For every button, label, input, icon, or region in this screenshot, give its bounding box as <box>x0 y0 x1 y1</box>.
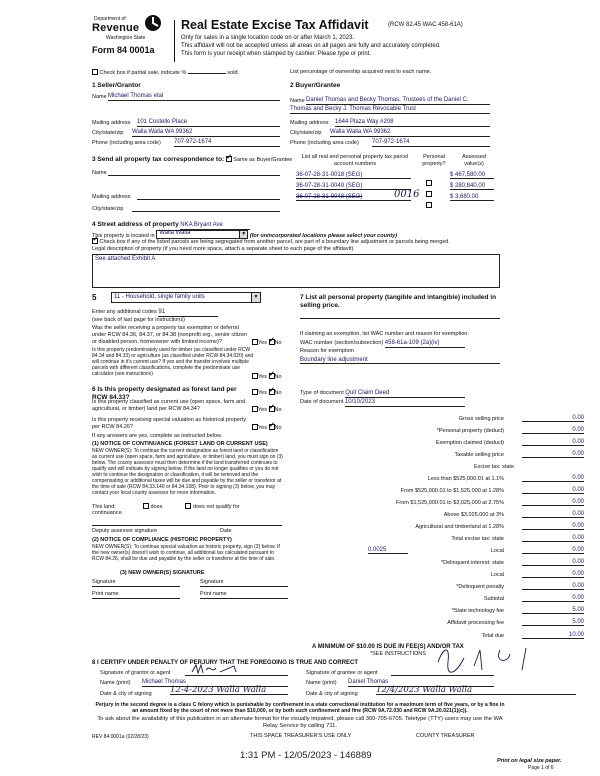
owner-print-line-1[interactable] <box>92 598 180 599</box>
assessed-value-1[interactable]: $ 467,580.00 <box>450 172 494 179</box>
tax-label: *State technology fee <box>451 608 504 614</box>
exempt-yes-checkbox[interactable] <box>252 339 258 345</box>
tax-value[interactable]: 5.00 <box>522 607 584 614</box>
tax-value[interactable]: 0.00 <box>522 559 584 566</box>
tax-value[interactable]: 0.00 <box>522 499 584 506</box>
notice2-body: NEW OWNER(S): To continue special valuation as historic property, sign (3) below. If the new owner(s) doesn't wish to continue, all additional tax calculated pursuant to RCW 84.26, shall be due and payable by the seller or transferor at the time of sale. <box>92 544 280 562</box>
chevron-down-icon[interactable]: ▼ <box>239 231 247 238</box>
current-use-no-checkbox[interactable] <box>269 406 275 412</box>
buyer-mail-field[interactable]: 1644 Plaza Way #208 <box>335 119 490 127</box>
seller-city-label: City/state/zip <box>92 130 124 136</box>
grantor-date-field[interactable]: 12-4-2023 Walla Walla <box>170 687 288 695</box>
tax-value[interactable]: 0.00 <box>522 511 584 518</box>
treasurer-use-label: THIS SPACE TREASURER'S USE ONLY <box>250 733 352 739</box>
tax-label: From $525,000.01 to $1,525,000 at 1.28% <box>400 488 504 494</box>
does-label: does <box>150 504 163 510</box>
dept-line1: Department of <box>94 16 126 22</box>
grantor-signature-icon <box>190 662 250 676</box>
grantor-date-label: Date & city of signing <box>100 691 152 697</box>
street-field[interactable]: NKA Bryant Ave <box>180 222 250 230</box>
seller-name-row <box>92 94 282 101</box>
tax-label: Excise tax: state <box>473 464 514 470</box>
seller-name-label: Name <box>92 94 107 100</box>
doc-date-field[interactable]: 10/10/2023 <box>345 399 465 407</box>
exempt-no-checkbox[interactable] <box>269 339 275 345</box>
personal-property-label <box>300 294 500 310</box>
tax-row <box>300 452 584 462</box>
county-select-value: Walla Walla <box>159 230 191 236</box>
forest-question-text: 6 Is this property designated as forest land per RCW 84.33? <box>92 386 237 401</box>
form-cite: (RCW 82.45 WAC 458-61A) <box>388 22 463 28</box>
timber-yes-checkbox[interactable] <box>252 373 258 379</box>
street-label: 4 Street address of property <box>92 221 179 228</box>
dept-line2: Revenue <box>92 22 140 34</box>
certify-statement: 8 I CERTIFY UNDER PENALTY OF PERJURY THAT THE FOREGOING IS TRUE AND CORRECT <box>92 660 359 666</box>
buyer-mail-label: Mailing address <box>290 120 329 126</box>
corr-name-label: Name <box>92 170 107 176</box>
tax-label: Gross selling price <box>458 416 504 422</box>
notice1-body: NEW OWNER(S): To continue the current designation as forest land or classification as current use (open space, farm and agriculture, or timber) land, you must sign on (3) below. The county assessor must then determine if the land transferred continues to qualify and will indicate by signing below. If the land no longer qualifies or you do not wish to continue the designation or classification, it will be removed and the compensating or additional taxes will be due and payable by the seller or transferor at the time of sale (RCW 84.33.140 or 84.34.108). Prior to signing (3) below, you may contact your local county assessor for more information. <box>92 448 283 496</box>
legal-description-field[interactable] <box>92 254 500 288</box>
form-number: Form 84 0001a <box>92 45 155 55</box>
current-use-no-label: No <box>274 407 282 413</box>
dept-logo <box>92 14 172 62</box>
assessed-value-3[interactable]: $ 3,680.00 <box>450 194 494 201</box>
grantor-name-label: Name (print) <box>100 680 131 686</box>
tax-label: Less than $525,000.01 at 1.1% <box>427 476 504 482</box>
same-as-buyer-checkbox[interactable] <box>226 156 232 162</box>
timber-yes-label: Yes <box>258 374 267 380</box>
buyer-phone-field[interactable]: 707-972-1674 <box>372 139 490 147</box>
seller-mail-label: Mailing address <box>92 120 131 126</box>
historic-question: Is this property receiving special valuation as historical property per RCW 84.26? <box>92 417 247 430</box>
timber-no-label: No <box>274 374 282 380</box>
partial-sale-label: Check box if partial sale, indicate % <box>99 70 187 76</box>
current-use-yesno <box>252 406 282 414</box>
tax-label: Affidavit processing fee <box>447 620 504 626</box>
corr-city-field[interactable] <box>132 211 280 212</box>
seller-name-field[interactable]: Michael Thomas etal <box>108 93 280 101</box>
partial-sold-label: sold. <box>227 70 240 76</box>
parcel-number-2[interactable]: 36-07-28-31-0049 (SEG) <box>296 183 411 190</box>
alt-format-notice: To ask about the availability of this publication in an alternate format for the visually impaired, please call 360-705-6705. Teletype (TTY) users may use the WA Relay Service by calling 711. <box>97 716 503 729</box>
does-not-checkbox[interactable] <box>185 503 191 509</box>
continuance-label: continuance. <box>92 510 124 516</box>
tax-label: Total excise tax: state <box>451 536 504 542</box>
current-use-yes-checkbox[interactable] <box>252 406 258 412</box>
assessed-col-header: Assessed value(s) <box>462 154 486 167</box>
personal-col-header: Personal property? <box>422 154 446 167</box>
tax-row <box>300 476 584 486</box>
tax-row <box>300 572 584 582</box>
tax-row <box>300 464 584 474</box>
tax-label: *Personal property (deduct) <box>436 428 504 434</box>
owner-print-line-2[interactable] <box>200 598 288 599</box>
section3-heading: 3 Send all property tax correspondence to: <box>92 156 225 163</box>
tax-value[interactable]: 0.00 <box>522 451 584 458</box>
tax-value[interactable]: 10.00 <box>522 632 584 639</box>
forest-yes-label: Yes <box>258 390 267 396</box>
parcel-row-3 <box>296 189 496 212</box>
tax-label: Subtotal <box>483 596 504 602</box>
dept-line3: Washington State <box>106 35 146 41</box>
owner-signature-line-2[interactable] <box>200 586 288 587</box>
notice2-title: (2) NOTICE OF COMPLIANCE (HISTORIC PROPERTY) <box>92 537 232 543</box>
tax-value[interactable]: 0.00 <box>522 475 584 482</box>
owner-print-label-2: Print name <box>200 591 227 597</box>
tax-value[interactable]: 5.00 <box>522 619 584 626</box>
segregate-label: Check box if any of the listed parcels are being segregated from another parcel, are part of a boundary line adjustment or parcels being merged. <box>99 239 450 245</box>
located-label: This property is located in <box>92 233 155 239</box>
tax-label: Exemption claimed (deduct) <box>435 440 504 446</box>
buyer-city-label: City/state/zip <box>290 130 322 136</box>
grantee-name-label: Name (print) <box>306 680 337 686</box>
reason-label: Reason for exemption <box>300 348 354 354</box>
tax-row <box>300 536 584 546</box>
seller-city-field[interactable]: Walla Walla WA 99362 <box>132 129 280 137</box>
tax-row <box>300 512 584 522</box>
revision-label: REV 84 0001a (02/28/23) <box>92 734 149 740</box>
additional-codes-label: Enter any additional codes <box>92 309 157 315</box>
tax-value[interactable]: 0.00 <box>522 583 584 590</box>
buyer-name-field-1[interactable]: Daniel Thomas and Becky Thomas, Trustees of the Daniel C. <box>306 97 490 105</box>
reason-field[interactable]: Boundary line adjustment <box>300 357 500 364</box>
recording-stamp: 1:31 PM - 12/05/2023 - 146889 <box>240 750 372 761</box>
does-checkbox[interactable] <box>143 503 149 509</box>
corr-name-field[interactable] <box>108 175 280 176</box>
additional-codes-field[interactable]: 91 <box>158 309 218 317</box>
timber-question: Is this property predominately used for timber (as classified under RCW 84.34 and 84.33) or agriculture (as classified under RCW 84.34.020) and will continue in it's current use? If yes and the transfer involves multiple parcels with different classifications, complete the predominate use calculator (see instructions) <box>92 347 254 377</box>
tax-row <box>300 584 584 594</box>
see-instructions-note: *SEE INSTRUCTIONS <box>370 651 426 657</box>
use-code-select[interactable] <box>111 292 261 303</box>
current-use-yes-label: Yes <box>258 407 267 413</box>
tax-value[interactable]: 0.00 <box>522 535 584 542</box>
tax-label: Above $3,025,000 at 3% <box>443 512 504 518</box>
personal-checkbox-3[interactable] <box>426 202 432 208</box>
seller-heading: 1 Seller/Grantor <box>92 82 141 89</box>
legal-label: Legal description of property (if you need more space, attach a separate sheet to each page of the affidavit). <box>92 246 355 252</box>
tax-label: *Delinquent penalty <box>456 584 504 590</box>
tax-row <box>300 620 584 630</box>
seller-phone-field[interactable]: 707-972-1674 <box>174 139 280 147</box>
legal-description-value: See attached Exhibit A <box>95 256 156 262</box>
wac-label: WAC number (section/subsection) <box>300 340 384 346</box>
historic-no-checkbox[interactable] <box>269 424 275 430</box>
legal-paper-note: Print on legal size paper. <box>497 758 562 764</box>
minimum-due-note: A MINIMUM OF $10.00 IS DUE IN FEE(S) AND/OR TAX <box>312 644 464 650</box>
historic-yesno <box>252 424 282 432</box>
tax-label: Agricultural and timberland at 1.28% <box>415 524 504 530</box>
tax-value[interactable]: 0.00 <box>522 439 584 446</box>
deputy-label: Deputy assessor signature <box>92 528 158 534</box>
tax-label: Taxable selling price <box>454 452 504 458</box>
handwritten-correction: 0016 <box>394 189 420 200</box>
buyer-name-label: Name <box>290 98 305 104</box>
grantee-sig-label: Signature of grantee or agent <box>306 670 378 676</box>
subtitle-2: This affidavit will not be accepted unless all areas on all pages are fully and accurately completed. <box>181 43 441 49</box>
partial-sale-row <box>92 69 239 77</box>
chevron-down-icon[interactable]: ▼ <box>251 293 260 302</box>
county-treasurer-label: COUNTY TREASURER <box>416 733 475 739</box>
assessed-value-2[interactable]: $ 280,840.00 <box>450 183 494 190</box>
tax-value[interactable]: 0.00 <box>522 571 584 578</box>
use-code-value: 11 - Household, single family units <box>114 294 205 300</box>
tax-label: Local <box>490 548 504 554</box>
tax-row <box>300 500 584 510</box>
buyer-name-field-2[interactable]: Thomas and Becky J. Thomas Revocable Trust <box>290 106 490 114</box>
tax-value[interactable]: 0.00 <box>522 547 584 554</box>
page-number: Page 1 of 6 <box>528 765 554 771</box>
buyer-phone-label: Phone (including area code) <box>290 140 359 146</box>
owner-signature-line-1[interactable] <box>92 586 180 587</box>
exempt-question: Was the seller receiving a property tax exemption or deferral under RCW 84.36, 84.37, or 84.38 (nonprofit org., senior citizen or disabled person, homeowner with limited income)? <box>92 325 248 345</box>
see-back-note: (see back of last page for instructions) <box>92 317 185 323</box>
tax-row <box>300 548 584 558</box>
doc-type-label: Type of document <box>300 390 344 396</box>
this-land-label: This land: <box>92 504 116 510</box>
local-rate-field[interactable]: 0.0025 <box>368 547 408 554</box>
segregate-checkbox[interactable] <box>92 238 98 244</box>
doc-type-field[interactable]: Quit Claim Deed <box>345 390 465 398</box>
tax-row <box>300 416 584 426</box>
forest-no-checkbox[interactable] <box>269 389 275 395</box>
historic-yes-label: Yes <box>258 425 267 431</box>
subtitle-1: Only for sales in a single location code on or after March 1, 2023. <box>181 35 355 41</box>
tax-row <box>300 560 584 570</box>
personal-property-text: 7 List all personal property (tangible and intangible) included in selling price. <box>300 294 497 309</box>
historic-no-label: No <box>274 425 282 431</box>
parcels-col-header: List all real and personal property tax parcel account numbers <box>301 154 409 167</box>
grantee-date-field[interactable]: 12/4/2023 Walla Walla <box>376 687 576 695</box>
section3-row <box>92 156 292 164</box>
tax-label: From $1,525,000.01 to $3,025,000 at 2.75% <box>396 500 504 506</box>
exempt-yes-label: Yes <box>258 340 267 346</box>
historic-yes-checkbox[interactable] <box>252 424 258 430</box>
new-owner-sig-title: (3) NEW OWNER(S) SIGNATURE <box>120 570 205 576</box>
forest-yesno <box>252 389 282 397</box>
current-use-question: Is this property classified as current use (open space, farm and agricultural, or timber) land per RCW 84.34? <box>92 399 246 412</box>
forest-yes-checkbox[interactable] <box>252 389 258 395</box>
grantee-name-field[interactable]: Daniel Thomas <box>348 679 494 687</box>
tax-row <box>300 488 584 498</box>
partial-pct-field[interactable] <box>188 73 226 74</box>
list-pct-note: List percentage of ownership acquired next to each name. <box>290 69 432 75</box>
tax-label: *Delinquent interest: state <box>441 560 504 566</box>
same-as-buyer-label: Same as Buyer/Grantee <box>233 157 293 163</box>
owner-sig-label-1: Signature <box>92 579 116 585</box>
perjury-notice: Perjury in the second degree is a class C felony which is punishable by confinement in a state correctional institution for a maximum term of five years, or by a fine in an amount fixed by the court of not more than $10,000, or by both such confinement and fine (RCW 9A.72.030 and RCW 9A.20.021(1)(c)). <box>95 702 505 714</box>
corr-mail-label: Mailing address <box>92 194 131 200</box>
tax-value[interactable]: 0.00 <box>522 487 584 494</box>
buyer-city-field[interactable]: Walla Walla WA 99362 <box>330 129 490 137</box>
exempt-no-label: No <box>274 340 282 346</box>
grantor-name-field[interactable]: Michael Thomas <box>142 679 288 687</box>
corr-city-label: City/state/zip <box>92 206 124 212</box>
located-note: (for unincorporated locations please select your county) <box>249 233 398 239</box>
forest-no-label: No <box>274 390 282 396</box>
notice1-title: (1) NOTICE OF CONTINUANCE (FOREST LAND OR CURRENT USE) <box>92 441 268 447</box>
timber-yesno <box>252 373 282 381</box>
section5-num: 5 <box>92 293 97 302</box>
owner-sig-label-2: Signature <box>200 579 224 585</box>
exempt-yesno <box>252 339 282 347</box>
seller-mail-field[interactable]: 101 Costello Place <box>137 119 280 127</box>
owner-print-label-1: Print name <box>92 591 119 597</box>
tax-value[interactable]: 0.00 <box>522 427 584 434</box>
personal-property-field[interactable] <box>300 318 500 319</box>
tax-row <box>300 440 584 450</box>
revenue-logo-icon <box>144 14 162 32</box>
tax-row <box>300 608 584 618</box>
deputy-signature-line[interactable] <box>92 525 282 526</box>
tax-value[interactable]: 0.00 <box>522 595 584 602</box>
tax-label: Local <box>490 572 504 578</box>
header-divider <box>174 20 175 62</box>
does-not-label: does not qualify for <box>192 504 240 510</box>
seller-phone-label: Phone (including area code) <box>92 140 161 146</box>
exempt-instr: If claiming an exemption, list WAC number and reason for exemption. <box>300 331 469 337</box>
buyer-heading: 2 Buyer/Grantee <box>290 82 341 89</box>
parcel-number-3[interactable]: 36-07-28-31-0048 (SEG) <box>296 194 411 201</box>
grantee-signature-line[interactable] <box>391 675 494 676</box>
tax-label: Total due <box>481 633 504 639</box>
timber-no-checkbox[interactable] <box>269 373 275 379</box>
tax-row <box>300 524 584 534</box>
wac-field[interactable]: 458-61a-109 (2a)(iv) <box>385 340 465 348</box>
subtitle-3: This form is your receipt when stamped by cashier. Please type or print. <box>181 51 372 57</box>
segregate-row <box>92 238 502 246</box>
grantee-date-label: Date & city of signing <box>306 691 358 697</box>
tax-value[interactable]: 0.00 <box>522 415 584 422</box>
tax-row <box>300 596 584 606</box>
grantor-sig-label: Signature of grantor or agent <box>100 670 171 676</box>
parcel-number-1[interactable]: 36-07-28-31-0018 (SEG) <box>296 172 411 179</box>
form-title: Real Estate Excise Tax Affidavit <box>181 18 369 32</box>
tax-row <box>300 428 584 438</box>
corr-mail-field[interactable] <box>137 199 280 200</box>
if-yes-note: If any answers are yes, complete as instructed below. <box>92 433 223 439</box>
partial-sale-checkbox[interactable] <box>92 69 98 75</box>
deputy-date-label: Date <box>220 528 232 534</box>
doc-date-label: Date of document <box>300 399 344 405</box>
tax-value[interactable]: 0.00 <box>522 523 584 530</box>
